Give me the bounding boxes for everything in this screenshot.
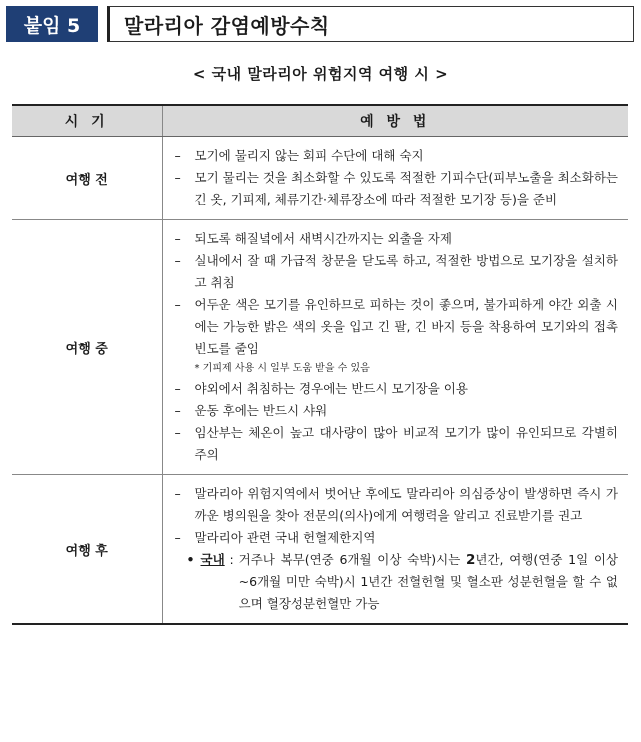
table-row-during [12, 220, 628, 475]
dash-marker: – [174, 486, 181, 501]
table-row-before [12, 137, 628, 220]
period-during: 여행 중 [12, 220, 162, 475]
list-item: – 모기에 물리지 않는 회피 수단에 대해 숙지 [175, 145, 619, 167]
document-title: 말라리아 감염예방수칙 [107, 6, 634, 42]
section-subtitle: < 국내 말라리아 위험지역 여행 시 > [192, 65, 449, 83]
list-item: – 어두운 색은 모기를 유인하므로 피하는 것이 좋으며, 불가피하게 야간 외출 시에는 가능한 밝은 색의 옷을 입고 긴 팔, 긴 바지 등을 착용하여 모기와의 접촉빈도를 줄임 [175, 294, 619, 360]
dash-marker: – [174, 148, 181, 163]
prevention-table [12, 104, 628, 625]
list-item: – 말라리아 위험지역에서 벗어난 후에도 말라리아 의심증상이 발생하면 즉시 가까운 병의원을 찾아 전문의(의사)에게 여행력을 알리고 진료받기를 권고 [175, 483, 619, 527]
list-item: – 말라리아 관련 국내 헌혈제한지역 [175, 527, 619, 549]
list-item: – 운동 후에는 반드시 샤워 [175, 400, 619, 422]
years-number: 2 [466, 552, 476, 568]
dash-marker: – [174, 231, 181, 246]
method-cell-during [162, 220, 628, 475]
list-item: – 야외에서 취침하는 경우에는 반드시 모기장을 이용 [175, 378, 619, 400]
domestic-label: 국내 [200, 552, 225, 567]
header-period: 시 기 [12, 105, 162, 137]
list-item: – 임산부는 체온이 높고 대사량이 많아 비교적 모기가 많이 유인되므로 각별히 주의 [175, 422, 619, 466]
table-row-after [12, 475, 628, 625]
dash-marker: – [174, 297, 181, 312]
dash-marker: – [174, 170, 181, 185]
list-item: – 되도록 해질녘에서 새벽시간까지는 외출을 자제 [175, 228, 619, 250]
method-cell-after [162, 475, 628, 625]
header [6, 6, 634, 42]
domestic-restriction-item [175, 549, 619, 615]
dash-marker: – [174, 530, 181, 545]
domestic-restriction-text: 거주나 복무(연중 6개월 이상 숙박)시는 2년간, 여행(연중 1일 이상~6개월 미만 숙박)시 1년간 전혈헌혈 및 혈소판 성분헌혈을 할 수 없으며 혈장성분헌혈만 가능 [238, 552, 618, 611]
table-header-row [12, 105, 628, 137]
period-before: 여행 전 [12, 137, 162, 220]
dash-marker: – [174, 381, 181, 396]
list-item: – 모기 물리는 것을 최소화할 수 있도록 적절한 기피수단(피부노출을 최소화하는 긴 옷, 기피제, 체류기간·체류장소에 따라 적절한 모기장 등)을 준비 [175, 167, 619, 211]
dash-marker: – [174, 253, 181, 268]
dash-marker: – [174, 425, 181, 440]
period-after: 여행 후 [12, 475, 162, 625]
bullet-dot: • [186, 552, 195, 567]
method-cell-before [162, 137, 628, 220]
header-method: 예 방 법 [162, 105, 628, 137]
list-item: – 실내에서 잘 때 가급적 창문을 닫도록 하고, 적절한 방법으로 모기장을 설치하고 취침 [175, 250, 619, 294]
dash-marker: – [174, 403, 181, 418]
bullet-colon: : [229, 552, 234, 567]
repellent-note: * 기피제 사용 시 일부 도움 받을 수 있음 [194, 363, 370, 374]
attachment-badge: 붙임 5 [6, 6, 98, 42]
